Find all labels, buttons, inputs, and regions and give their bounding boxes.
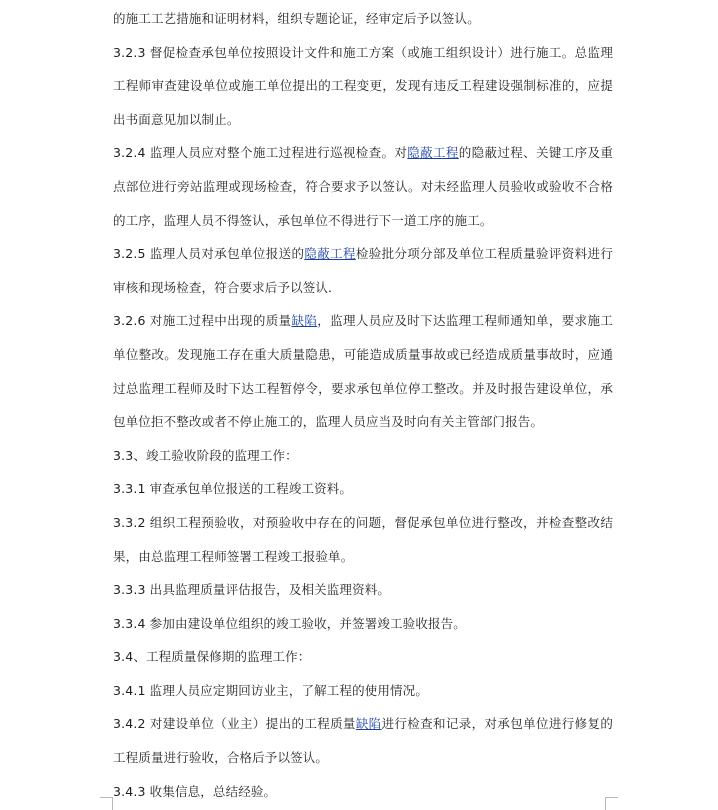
section-heading: 3.3、竣工验收阶段的监理工作： [113, 447, 298, 463]
paragraph: 的施工工艺措施和证明材料，组织专题论证，经审定后予以签认。 [113, 11, 480, 26]
paragraph: 3.2.6 对施工过程中出现的质量缺陷，监理人员应及时下达监理工程师通知单，要求施工单位整改。发现施工存在重大质量隐患，可能造成质量事故或已经造成质量事故时，应通过总监理工程师及时下达工程暂停令，要求承包单位停工整改。并及时报告建设单位，承包单位拒不整改或者不停止施工的，监理人员应当及时向有关主管部门报告。 [113, 313, 613, 430]
hyperlink-defect[interactable]: 缺陷 [355, 716, 382, 732]
paragraph: 3.4.1 监理人员应定期回访业主，了解工程的使用情况。 [113, 682, 428, 698]
paragraph: 3.3.2 组织工程预验收，对预验收中存在的问题，督促承包单位进行整改，并检查整改结果，由总监理工程师签署工程竣工报验单。 [113, 514, 613, 564]
paragraph: 3.3.4 参加由建设单位组织的竣工验收，并签署竣工验收报告。 [113, 615, 466, 631]
page-corner-mark-right [605, 797, 618, 810]
paragraph: 3.2.5 监理人员对承包单位报送的隐蔽工程检验批分项分部及单位工程质量验评资料进行审核和现场检查，符合要求后予以签认. [113, 246, 613, 295]
paragraph: 3.2.3 督促检查承包单位按照设计文件和施工方案（或施工组织设计）进行施工。总监理工程师审查建设单位或施工单位提出的工程变更，发现有违反工程建设强制标准的，应提出书面意见加以制止。 [113, 44, 613, 127]
paragraph: 3.2.4 监理人员应对整个施工过程进行巡视检查。对隐蔽工程的隐蔽过程、关键工序及重点部位进行旁站监理或现场检查，符合要求予以签认。对未经监理人员验收或验收不合格的工序，监理人员不得签认，承包单位不得进行下一道工序的施工。 [113, 145, 613, 228]
paragraph: 3.4.2 对建设单位（业主）提出的工程质量缺陷进行检查和记录，对承包单位进行修复的工程质量进行验收，合格后予以签认。 [113, 716, 613, 766]
paragraph: 3.3.1 审查承包单位报送的工程竣工资料。 [113, 481, 353, 497]
section-heading: 3.4、工程质量保修期的监理工作： [113, 649, 311, 665]
document-body [113, 2, 613, 808]
page-corner-mark-left [100, 797, 113, 810]
paragraph: 3.3.3 出具监理质量评估报告，及相关监理资料。 [113, 582, 391, 598]
hyperlink-defect[interactable]: 缺陷 [291, 313, 318, 329]
paragraph: 3.4.3 收集信息，总结经验。 [113, 783, 277, 799]
hyperlink-hidden-works[interactable]: 隐蔽工程 [304, 246, 356, 262]
hyperlink-hidden-works[interactable]: 隐蔽工程 [407, 145, 459, 161]
